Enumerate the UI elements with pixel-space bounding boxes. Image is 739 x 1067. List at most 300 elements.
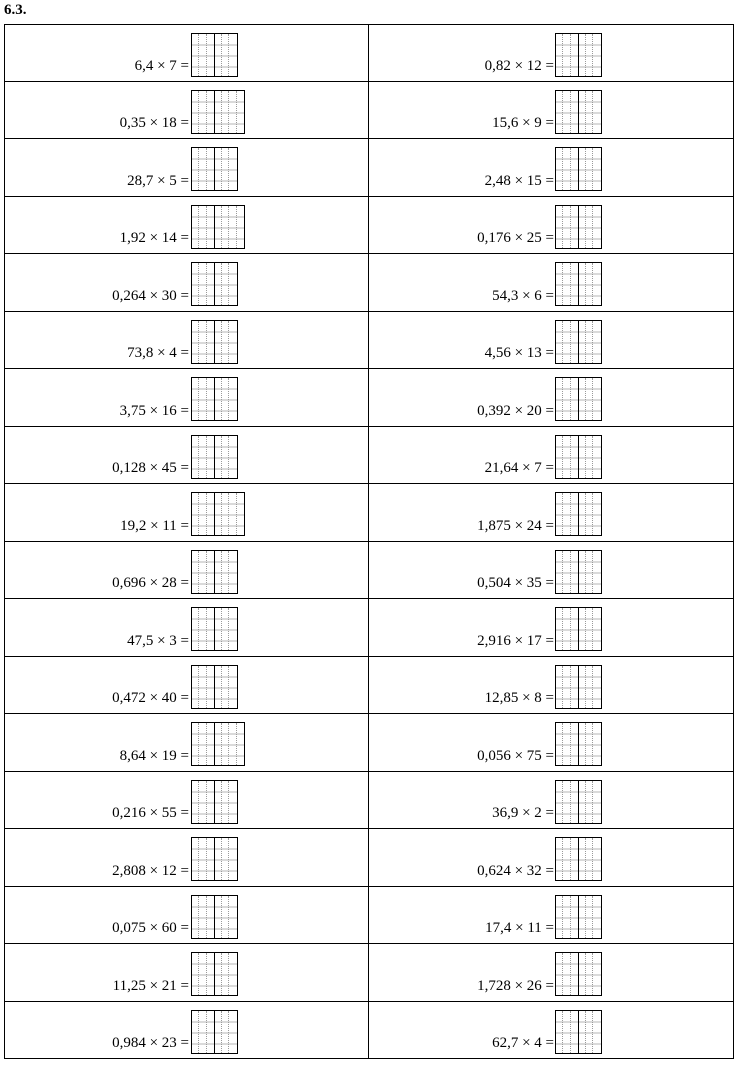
answer-grid-box[interactable] xyxy=(191,722,245,766)
problem-expression: 0,624 × 32 = xyxy=(477,862,554,879)
grid-square xyxy=(563,91,570,133)
digit-group xyxy=(215,91,244,133)
digit-group xyxy=(215,551,237,593)
problem-cell xyxy=(4,542,369,600)
grid-square xyxy=(207,896,214,938)
digit-group xyxy=(215,263,237,305)
grid-square xyxy=(556,1011,563,1053)
grid-square xyxy=(207,1011,214,1053)
grid-square xyxy=(571,206,578,248)
problem-expression: 0,392 × 20 = xyxy=(477,402,554,419)
digit-group xyxy=(556,436,579,478)
digit-group xyxy=(215,436,237,478)
problem-cell xyxy=(4,944,369,1002)
problem-cell xyxy=(369,312,734,370)
problem-cell xyxy=(4,427,369,485)
grid-square xyxy=(563,551,570,593)
grid-square xyxy=(215,263,222,305)
grid-square xyxy=(192,896,199,938)
problem-expression: 2,48 × 15 = xyxy=(484,172,554,189)
answer-grid-box[interactable] xyxy=(555,550,602,594)
grid-square xyxy=(579,148,586,190)
grid-square xyxy=(222,838,229,880)
answer-grid-box[interactable] xyxy=(191,780,238,824)
digit-group xyxy=(215,34,237,76)
grid-square xyxy=(563,378,570,420)
problem-cell xyxy=(369,369,734,427)
problem-expression: 1,92 × 14 = xyxy=(119,230,189,246)
answer-grid-box[interactable] xyxy=(191,895,238,939)
grid-square xyxy=(192,148,199,190)
answer-grid-box[interactable] xyxy=(191,435,238,479)
grid-square xyxy=(215,723,222,765)
grid-square xyxy=(571,436,578,478)
grid-square xyxy=(563,263,570,305)
problem-expression: 0,504 × 35 = xyxy=(477,575,554,591)
digit-group xyxy=(215,781,237,823)
grid-square xyxy=(207,206,214,248)
grid-square xyxy=(207,436,214,478)
problem-cell xyxy=(369,657,734,715)
problem-expression: 3,75 × 16 = xyxy=(119,402,189,419)
answer-grid-box[interactable] xyxy=(191,205,245,249)
grid-square xyxy=(586,1011,593,1053)
grid-square xyxy=(215,436,222,478)
digit-group xyxy=(556,666,579,708)
grid-square xyxy=(593,263,600,305)
grid-square xyxy=(556,378,563,420)
answer-grid-box[interactable] xyxy=(555,205,602,249)
grid-square xyxy=(229,206,236,248)
grid-square xyxy=(563,321,570,363)
digit-group xyxy=(556,838,579,880)
grid-square xyxy=(556,838,563,880)
grid-square xyxy=(199,263,206,305)
problem-cell xyxy=(369,887,734,945)
grid-square xyxy=(593,896,600,938)
grid-square xyxy=(229,148,236,190)
grid-square xyxy=(215,896,222,938)
grid-square xyxy=(586,666,593,708)
grid-square xyxy=(586,378,593,420)
grid-square xyxy=(563,148,570,190)
digit-group xyxy=(579,91,601,133)
grid-square xyxy=(563,666,570,708)
grid-square xyxy=(229,436,236,478)
digit-group xyxy=(556,953,579,995)
answer-grid-box[interactable] xyxy=(555,952,602,996)
digit-group xyxy=(192,378,215,420)
digit-group xyxy=(556,378,579,420)
digit-group xyxy=(556,896,579,938)
grid-square xyxy=(571,838,578,880)
grid-square xyxy=(593,493,600,535)
digit-group xyxy=(192,436,215,478)
answer-grid-box[interactable] xyxy=(191,607,238,651)
grid-square xyxy=(586,263,593,305)
grid-square xyxy=(192,91,199,133)
grid-square xyxy=(593,723,600,765)
grid-square xyxy=(199,896,206,938)
grid-square xyxy=(199,953,206,995)
grid-square xyxy=(199,378,206,420)
grid-square xyxy=(215,493,222,535)
grid-square xyxy=(192,321,199,363)
answer-grid-box[interactable] xyxy=(555,262,602,306)
problem-cell xyxy=(4,369,369,427)
grid-square xyxy=(215,148,222,190)
digit-group xyxy=(215,666,237,708)
grid-square xyxy=(556,896,563,938)
digit-group xyxy=(579,1011,601,1053)
grid-square xyxy=(556,436,563,478)
digit-group xyxy=(556,723,579,765)
grid-square xyxy=(586,723,593,765)
digit-group xyxy=(192,666,215,708)
digit-group xyxy=(192,896,215,938)
grid-square xyxy=(586,493,593,535)
answer-grid-box[interactable] xyxy=(191,1010,238,1054)
grid-square xyxy=(556,551,563,593)
grid-square xyxy=(563,206,570,248)
grid-square xyxy=(199,91,206,133)
digit-group xyxy=(579,206,601,248)
answer-grid-box[interactable] xyxy=(191,262,238,306)
grid-square xyxy=(215,206,222,248)
grid-square xyxy=(229,896,236,938)
problem-expression: 21,64 × 7 = xyxy=(484,460,554,476)
grid-square xyxy=(229,493,236,535)
grid-square xyxy=(192,34,199,76)
problem-cell xyxy=(369,484,734,542)
answer-grid-box[interactable] xyxy=(555,90,602,134)
grid-square xyxy=(199,148,206,190)
grid-square xyxy=(207,148,214,190)
grid-square xyxy=(229,321,236,363)
digit-group xyxy=(579,378,601,420)
answer-grid-box[interactable] xyxy=(555,492,602,536)
problem-expression: 36,9 × 2 = xyxy=(492,805,554,821)
grid-square xyxy=(222,91,229,133)
grid-square xyxy=(207,781,214,823)
grid-square xyxy=(556,953,563,995)
problem-expression: 11,25 × 21 = xyxy=(112,977,189,994)
answer-grid-box[interactable] xyxy=(191,492,245,536)
problem-cell xyxy=(369,714,734,772)
problem-cell xyxy=(4,1002,369,1060)
grid-square xyxy=(222,551,229,593)
problem-expression: 0,472 × 40 = xyxy=(112,690,189,706)
grid-square xyxy=(199,723,206,765)
digit-group xyxy=(192,723,215,765)
grid-square xyxy=(563,608,570,650)
grid-square xyxy=(571,781,578,823)
answer-grid-box[interactable] xyxy=(555,837,602,881)
grid-square xyxy=(563,1011,570,1053)
grid-square xyxy=(222,723,229,765)
answer-grid-box[interactable] xyxy=(191,665,238,709)
grid-square xyxy=(207,91,214,133)
grid-square xyxy=(563,838,570,880)
problem-expression: 0,984 × 23 = xyxy=(112,1035,189,1051)
grid-square xyxy=(579,896,586,938)
digit-group xyxy=(215,896,237,938)
grid-square xyxy=(215,321,222,363)
grid-square xyxy=(563,34,570,76)
problem-expression: 47,5 × 3 = xyxy=(127,632,189,649)
answer-grid-box[interactable] xyxy=(191,147,238,191)
digit-group xyxy=(579,953,601,995)
digit-group xyxy=(579,608,601,650)
grid-square xyxy=(593,91,600,133)
digit-group xyxy=(192,493,215,535)
digit-group xyxy=(215,206,244,248)
answer-grid-box[interactable] xyxy=(191,550,238,594)
grid-square xyxy=(563,953,570,995)
grid-square xyxy=(586,551,593,593)
grid-square xyxy=(207,551,214,593)
grid-square xyxy=(586,838,593,880)
grid-square xyxy=(222,608,229,650)
digit-group xyxy=(215,723,244,765)
grid-square xyxy=(556,781,563,823)
grid-square xyxy=(192,263,199,305)
grid-square xyxy=(192,436,199,478)
digit-group xyxy=(192,608,215,650)
digit-group xyxy=(556,263,579,305)
grid-square xyxy=(222,263,229,305)
grid-square xyxy=(593,953,600,995)
digit-group xyxy=(215,493,244,535)
problem-expression: 0,696 × 28 = xyxy=(112,575,189,591)
answer-grid-box[interactable] xyxy=(191,377,238,421)
digit-group xyxy=(192,781,215,823)
grid-square xyxy=(215,378,222,420)
problem-expression: 0,075 × 60 = xyxy=(112,920,189,936)
answer-grid-box[interactable] xyxy=(555,320,602,364)
grid-square xyxy=(222,896,229,938)
grid-square xyxy=(556,206,563,248)
problem-expression: 62,7 × 4 = xyxy=(492,1035,554,1051)
grid-square xyxy=(586,34,593,76)
grid-square xyxy=(192,781,199,823)
answer-grid-box[interactable] xyxy=(191,952,238,996)
grid-square xyxy=(229,91,236,133)
answer-grid-box[interactable] xyxy=(555,377,602,421)
problem-expression: 12,85 × 8 = xyxy=(484,690,554,706)
grid-square xyxy=(222,1011,229,1053)
exercise-number: 6.3. xyxy=(4,2,27,18)
problem-cell xyxy=(369,427,734,485)
problem-expression: 0,264 × 30 = xyxy=(112,287,189,304)
grid-square xyxy=(222,953,229,995)
grid-square xyxy=(207,34,214,76)
problem-cell xyxy=(369,599,734,657)
grid-square xyxy=(563,436,570,478)
grid-square xyxy=(579,666,586,708)
digit-group xyxy=(215,148,237,190)
grid-square xyxy=(556,723,563,765)
grid-square xyxy=(215,1011,222,1053)
grid-square xyxy=(593,436,600,478)
digit-group xyxy=(192,148,215,190)
problem-expression: 54,3 × 6 = xyxy=(492,287,554,304)
grid-square xyxy=(229,34,236,76)
answer-grid-box[interactable] xyxy=(191,837,238,881)
grid-square xyxy=(199,666,206,708)
problem-cell xyxy=(369,82,734,140)
grid-square xyxy=(207,321,214,363)
problem-expression: 0,35 × 18 = xyxy=(119,115,189,131)
grid-square xyxy=(593,781,600,823)
problem-expression: 6,4 × 7 = xyxy=(134,57,189,74)
problem-cell xyxy=(4,24,369,82)
grid-square xyxy=(192,493,199,535)
grid-square xyxy=(199,838,206,880)
digit-group xyxy=(192,91,215,133)
digit-group xyxy=(192,206,215,248)
grid-square xyxy=(571,148,578,190)
grid-square xyxy=(556,666,563,708)
answer-grid-box[interactable] xyxy=(555,147,602,191)
digit-group xyxy=(192,953,215,995)
grid-square xyxy=(229,666,236,708)
grid-square xyxy=(215,838,222,880)
grid-square xyxy=(237,723,244,765)
problem-expression: 17,4 × 11 = xyxy=(485,920,554,936)
problem-cell xyxy=(369,24,734,82)
grid-square xyxy=(586,781,593,823)
problem-cell xyxy=(4,254,369,312)
grid-square xyxy=(579,206,586,248)
grid-square xyxy=(215,551,222,593)
grid-square xyxy=(192,1011,199,1053)
answer-grid-box[interactable] xyxy=(555,607,602,651)
problem-expression: 0,82 × 12 = xyxy=(484,57,554,74)
problem-expression: 8,64 × 19 = xyxy=(119,747,189,764)
grid-square xyxy=(579,781,586,823)
grid-square xyxy=(229,953,236,995)
grid-square xyxy=(215,666,222,708)
digit-group xyxy=(192,1011,215,1053)
grid-square xyxy=(586,896,593,938)
grid-square xyxy=(579,378,586,420)
grid-square xyxy=(579,723,586,765)
grid-square xyxy=(556,148,563,190)
answer-grid-box[interactable] xyxy=(555,435,602,479)
digit-group xyxy=(556,551,579,593)
problem-cell xyxy=(369,254,734,312)
grid-square xyxy=(586,206,593,248)
digit-group xyxy=(556,148,579,190)
grid-square xyxy=(215,34,222,76)
answer-grid-box[interactable] xyxy=(555,895,602,939)
grid-square xyxy=(229,1011,236,1053)
problem-cell xyxy=(4,197,369,255)
grid-square xyxy=(207,723,214,765)
problem-cell xyxy=(4,772,369,830)
grid-square xyxy=(222,493,229,535)
grid-square xyxy=(222,781,229,823)
grid-square xyxy=(199,206,206,248)
digit-group xyxy=(579,321,601,363)
grid-square xyxy=(222,378,229,420)
problem-cell xyxy=(369,1002,734,1060)
grid-square xyxy=(593,551,600,593)
grid-square xyxy=(571,34,578,76)
answer-grid-box[interactable] xyxy=(555,33,602,77)
digit-group xyxy=(556,608,579,650)
digit-group xyxy=(556,781,579,823)
answer-grid-box[interactable] xyxy=(191,320,238,364)
digit-group xyxy=(192,34,215,76)
grid-square xyxy=(222,321,229,363)
grid-square xyxy=(215,953,222,995)
digit-group xyxy=(556,91,579,133)
grid-square xyxy=(586,91,593,133)
answer-grid-box[interactable] xyxy=(555,722,602,766)
grid-square xyxy=(192,838,199,880)
digit-group xyxy=(579,838,601,880)
grid-square xyxy=(199,436,206,478)
answer-grid-box[interactable] xyxy=(555,1010,602,1054)
digit-group xyxy=(556,493,579,535)
grid-square xyxy=(229,781,236,823)
grid-square xyxy=(593,34,600,76)
digit-group xyxy=(556,206,579,248)
grid-square xyxy=(229,378,236,420)
grid-square xyxy=(199,321,206,363)
grid-square xyxy=(579,321,586,363)
grid-square xyxy=(579,91,586,133)
digit-group xyxy=(579,666,601,708)
answer-grid-box[interactable] xyxy=(191,33,238,77)
problem-expression: 0,216 × 55 = xyxy=(112,805,189,821)
digit-group xyxy=(579,896,601,938)
problem-cell xyxy=(4,139,369,197)
grid-square xyxy=(571,1011,578,1053)
grid-square xyxy=(192,666,199,708)
problem-cell xyxy=(4,82,369,140)
grid-square xyxy=(215,608,222,650)
grid-square xyxy=(593,206,600,248)
grid-square xyxy=(207,838,214,880)
answer-grid-box[interactable] xyxy=(555,665,602,709)
grid-square xyxy=(199,608,206,650)
answer-grid-box[interactable] xyxy=(555,780,602,824)
grid-square xyxy=(563,781,570,823)
grid-square xyxy=(229,263,236,305)
grid-square xyxy=(207,666,214,708)
grid-square xyxy=(579,263,586,305)
grid-square xyxy=(229,608,236,650)
problem-cell xyxy=(4,887,369,945)
problem-cell xyxy=(369,944,734,1002)
grid-square xyxy=(207,953,214,995)
grid-square xyxy=(222,666,229,708)
grid-square xyxy=(556,34,563,76)
digit-group xyxy=(192,551,215,593)
grid-square xyxy=(571,91,578,133)
digit-group xyxy=(579,436,601,478)
digit-group xyxy=(556,321,579,363)
answer-grid-box[interactable] xyxy=(191,90,245,134)
grid-square xyxy=(586,148,593,190)
grid-square xyxy=(237,91,244,133)
grid-square xyxy=(556,91,563,133)
digit-group xyxy=(579,781,601,823)
problem-expression: 15,6 × 9 = xyxy=(492,115,554,131)
